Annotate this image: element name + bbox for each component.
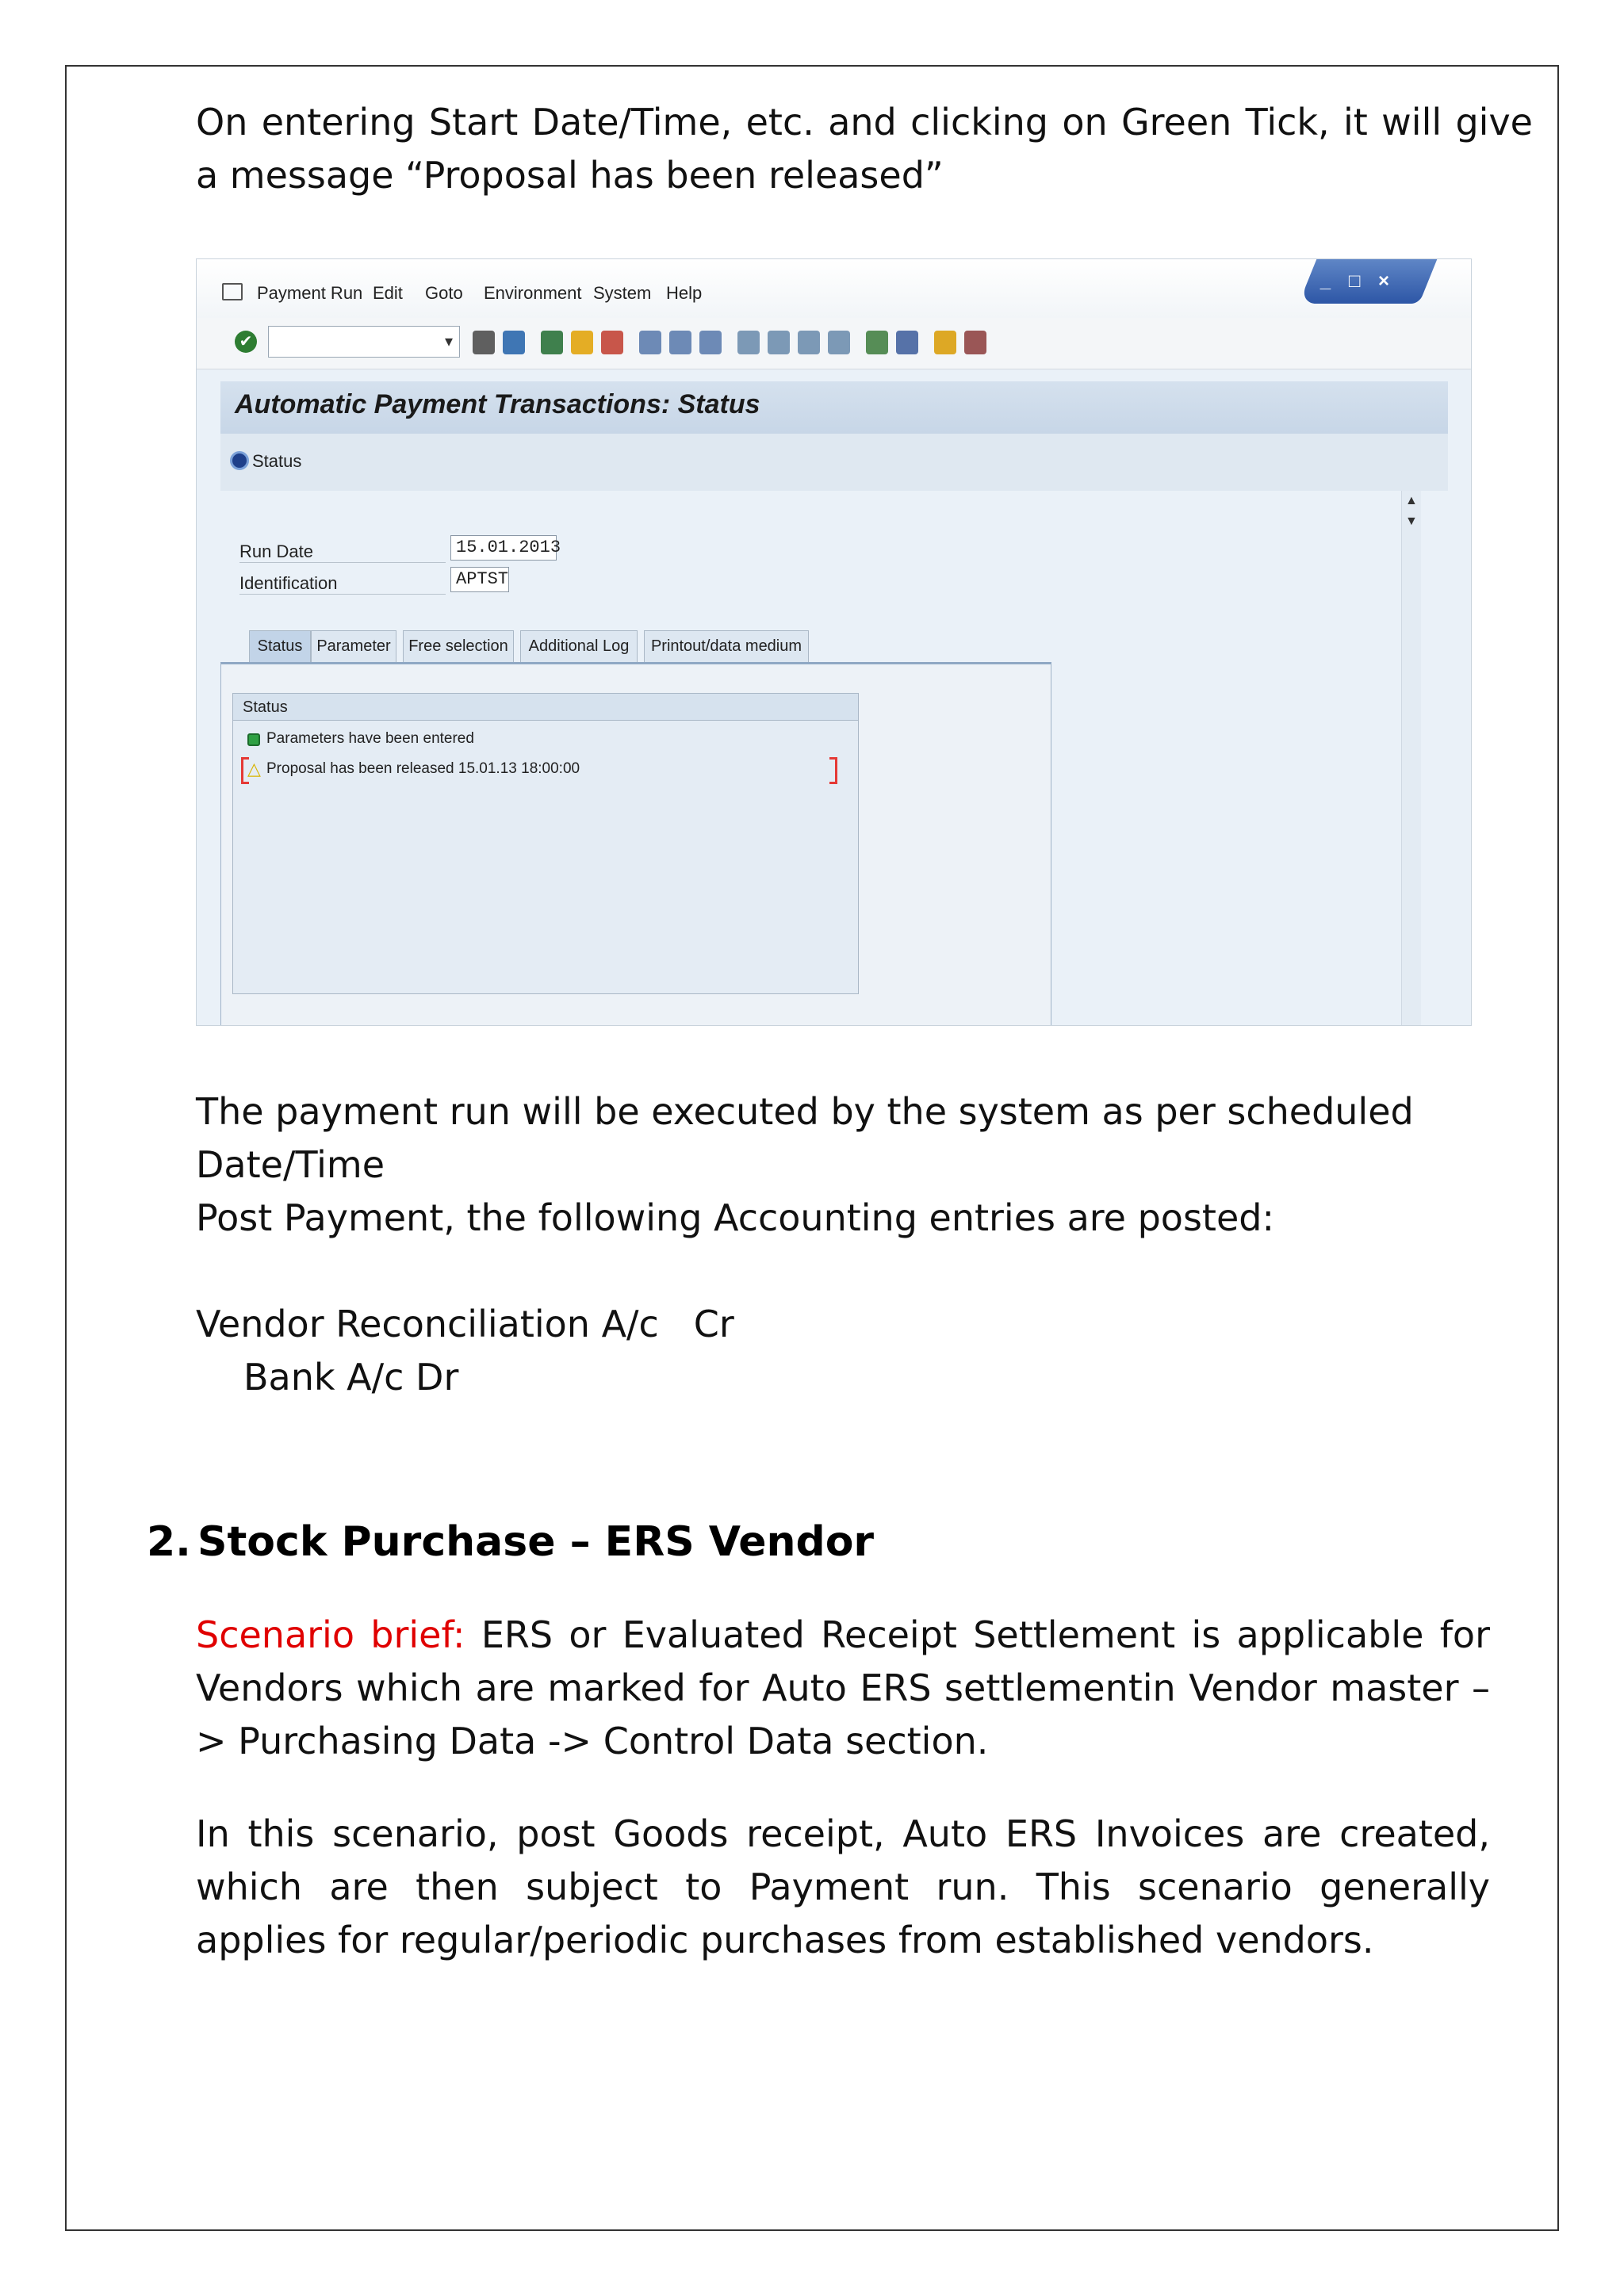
toolbar-icon[interactable] bbox=[601, 331, 623, 354]
identification-underline bbox=[239, 594, 446, 595]
scenario-paragraph-2: In this scenario, post Goods receipt, Auto ERS Invoices are created, which are then subject to Payment run. This scenario generally applies for regular/periodic purchases from established vendors. bbox=[196, 1812, 1490, 1961]
chevron-down-icon[interactable]: ▾ bbox=[444, 333, 453, 350]
run-date-label: Run Date bbox=[239, 541, 313, 561]
status-line-parameters: Parameters have been entered bbox=[266, 730, 474, 747]
identification-field[interactable]: APTST bbox=[450, 567, 509, 592]
toolbar-icon[interactable] bbox=[934, 331, 956, 354]
screen-title: Automatic Payment Transactions: Status bbox=[235, 389, 760, 419]
toolbar-icon[interactable] bbox=[737, 331, 760, 354]
intro-paragraph: On entering Start Date/Time, etc. and clicking on Green Tick, it will give a message “Proposal has been released” bbox=[196, 101, 1533, 197]
green-tick-icon[interactable]: ✔ bbox=[235, 331, 257, 353]
vertical-scrollbar[interactable] bbox=[1401, 491, 1421, 1026]
toolbar-icon[interactable] bbox=[896, 331, 918, 354]
toolbar-icon[interactable] bbox=[768, 331, 790, 354]
selection-bracket-right bbox=[829, 757, 837, 784]
menu-system[interactable]: System bbox=[593, 283, 652, 303]
warning-icon: △ bbox=[247, 759, 261, 779]
tab-parameter[interactable]: Parameter bbox=[311, 630, 396, 662]
section-heading: Stock Purchase – ERS Vendor bbox=[197, 1518, 875, 1566]
status-button[interactable]: Status bbox=[252, 451, 302, 471]
accounting-entry-credit: Vendor Reconciliation A/c Cr bbox=[196, 1303, 734, 1345]
identification-label: Identification bbox=[239, 573, 338, 593]
application-toolbar bbox=[220, 434, 1448, 492]
toolbar-icon[interactable] bbox=[571, 331, 593, 354]
run-date-field[interactable]: 15.01.2013 bbox=[450, 535, 557, 561]
section-number: 2. bbox=[147, 1518, 191, 1566]
accounting-entry-debit: Bank A/c Dr bbox=[243, 1356, 459, 1399]
status-line-proposal[interactable]: Proposal has been released 15.01.13 18:00:00 bbox=[266, 760, 580, 777]
toolbar-icon[interactable] bbox=[503, 331, 525, 354]
toolbar-icon[interactable] bbox=[798, 331, 820, 354]
menu-edit[interactable]: Edit bbox=[373, 283, 403, 303]
scenario-paragraph bbox=[196, 1609, 1490, 1768]
sap-window bbox=[196, 258, 1472, 1026]
menu-environment[interactable]: Environment bbox=[484, 283, 582, 303]
toolbar-icon[interactable] bbox=[639, 331, 661, 354]
green-light-icon bbox=[247, 733, 260, 746]
status-group bbox=[232, 693, 859, 994]
scroll-up-icon[interactable]: ▲ bbox=[1405, 494, 1418, 507]
scenario-label: Scenario brief: bbox=[196, 1613, 465, 1656]
menu-help[interactable]: Help bbox=[666, 283, 703, 303]
sap-menu-bar bbox=[197, 259, 1471, 319]
toolbar-icon[interactable] bbox=[964, 331, 986, 354]
post-payment-paragraph: Post Payment, the following Accounting entries are posted: bbox=[196, 1196, 1274, 1239]
run-date-underline bbox=[239, 562, 446, 563]
toolbar-icon[interactable] bbox=[699, 331, 722, 354]
tab-panel bbox=[220, 662, 1051, 1026]
toolbar-icon[interactable] bbox=[473, 331, 495, 354]
tab-free-selection[interactable]: Free selection bbox=[403, 630, 514, 662]
sap-toolbar bbox=[197, 318, 1471, 369]
tab-additional-log[interactable]: Additional Log bbox=[520, 630, 638, 662]
toolbar-icon[interactable] bbox=[541, 331, 563, 354]
screen-title-bar bbox=[220, 381, 1448, 434]
toolbar-icon[interactable] bbox=[669, 331, 691, 354]
menu-icon[interactable] bbox=[222, 283, 243, 300]
status-group-title: Status bbox=[233, 694, 858, 721]
scroll-down-icon[interactable]: ▼ bbox=[1405, 515, 1418, 528]
tab-printout-data-medium[interactable]: Printout/data medium bbox=[644, 630, 809, 662]
window-controls[interactable]: _ □ × bbox=[1320, 270, 1396, 292]
tab-status[interactable]: Status bbox=[249, 630, 311, 662]
scenario-text: ERS or Evaluated Receipt Settlement is applicable for Vendors which are marked for Auto ERS settlementin Vendor master –> Purchasing Data -> Control Data section. bbox=[196, 1613, 1490, 1762]
toolbar-icon[interactable] bbox=[866, 331, 888, 354]
sap-content bbox=[220, 491, 1448, 1026]
status-icon[interactable] bbox=[230, 451, 249, 470]
toolbar-icon[interactable] bbox=[828, 331, 850, 354]
command-field[interactable] bbox=[268, 326, 460, 358]
menu-payment-run[interactable]: Payment Run bbox=[257, 283, 363, 303]
menu-goto[interactable]: Goto bbox=[425, 283, 463, 303]
run-executed-paragraph: The payment run will be executed by the system as per scheduled Date/Time bbox=[196, 1090, 1414, 1186]
